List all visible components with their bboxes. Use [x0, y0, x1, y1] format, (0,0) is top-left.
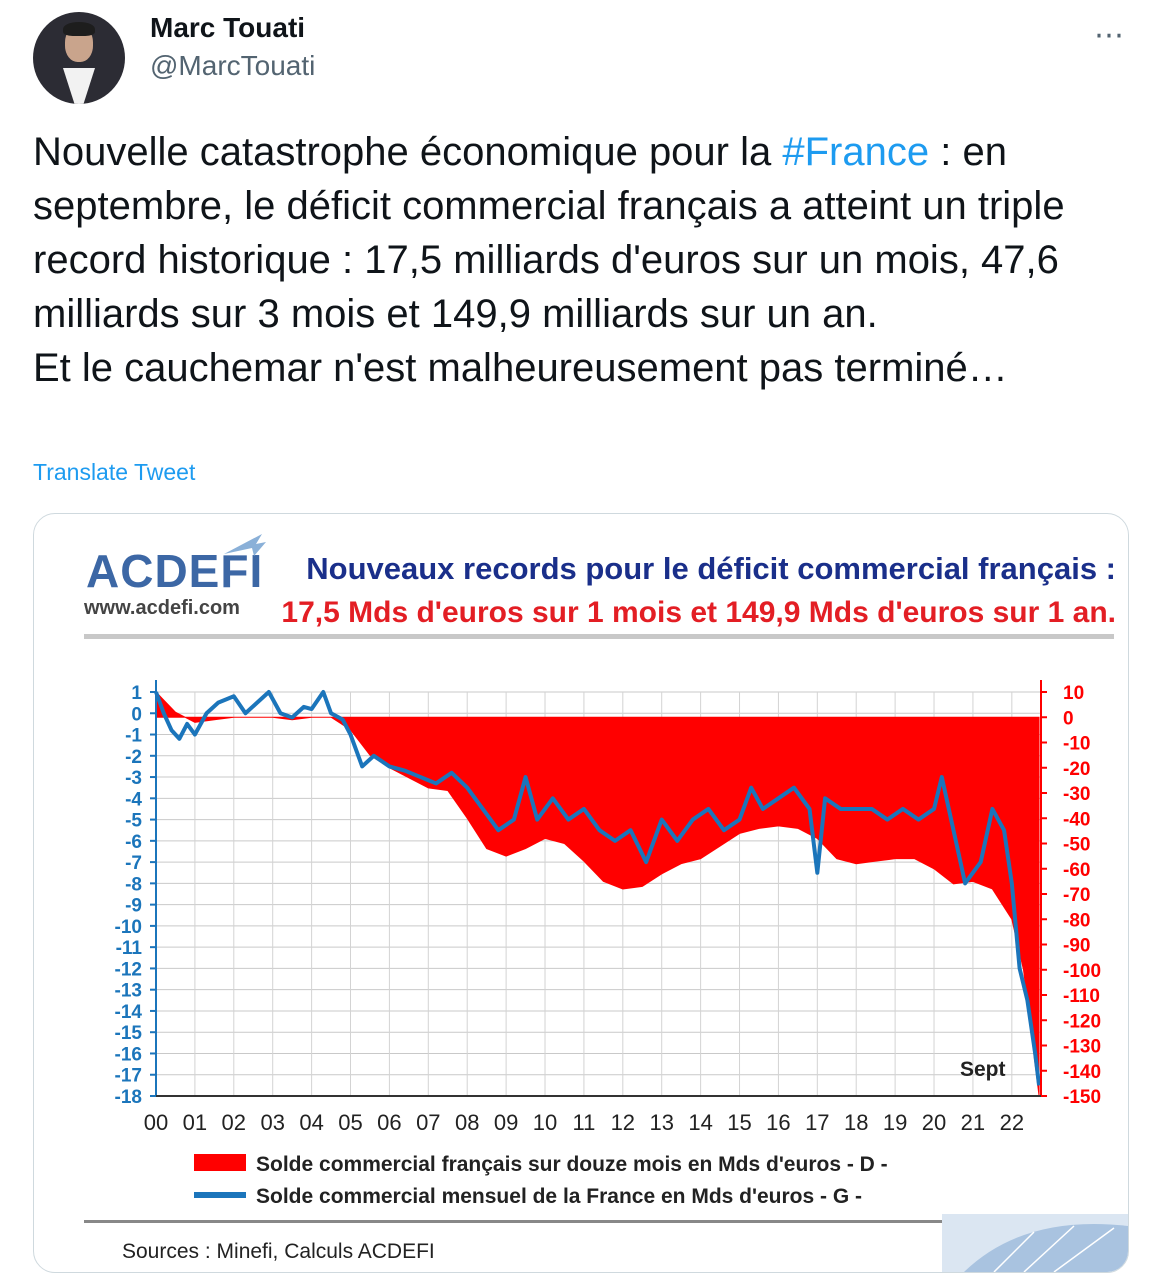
right-tick-label: 10: [1063, 683, 1085, 704]
x-axis-ticks: [144, 1110, 1024, 1135]
chart-subtitle: 17,5 Mds d'euros sur 1 mois et 149,9 Mds d'euros sur 1 an.: [281, 596, 1116, 629]
x-tick-label: 18: [843, 1110, 869, 1135]
legend-swatch-line: [194, 1192, 246, 1198]
right-tick-label: -90: [1063, 935, 1091, 957]
series-area-12m: [156, 692, 1039, 1096]
right-tick-label: 0: [1063, 708, 1074, 730]
tweet-header: [0, 0, 1160, 110]
left-tick-label: -8: [125, 874, 142, 896]
legend-label-area: Solde commercial français sur douze mois en Mds d'euros - D -: [256, 1153, 888, 1176]
left-tick-label: -16: [114, 1044, 142, 1066]
tweet-text-line2: Et le cauchemar n'est malheureusement pas terminé…: [33, 346, 1008, 390]
x-tick-label: 17: [805, 1110, 830, 1135]
x-tick-label: 21: [960, 1110, 986, 1135]
x-tick-label: 02: [221, 1110, 247, 1135]
x-tick-label: 08: [454, 1110, 480, 1135]
chart-svg: [34, 514, 1128, 1272]
right-tick-label: -50: [1063, 834, 1091, 856]
area-layer: [156, 692, 1039, 1096]
left-tick-label: 1: [131, 683, 142, 704]
x-tick-label: 01: [182, 1110, 208, 1135]
x-tick-label: 00: [143, 1110, 169, 1135]
x-tick-label: 09: [493, 1110, 519, 1135]
author-name[interactable]: Marc Touati: [150, 12, 306, 43]
left-tick-label: -3: [125, 768, 142, 790]
right-tick-label: -70: [1063, 885, 1091, 906]
tweet-text: [33, 125, 1133, 395]
avatar-shirt: [63, 68, 95, 104]
chart-title: Nouveaux records pour le déficit commercial français :: [306, 551, 1116, 586]
right-tick-label: -30: [1063, 784, 1091, 805]
x-tick-label: 07: [416, 1110, 441, 1135]
x-tick-label: 19: [882, 1110, 908, 1135]
acdefi-logo: [83, 534, 266, 619]
right-tick-label: -10: [1063, 733, 1091, 755]
left-tick-label: -9: [125, 895, 142, 917]
title-underline: [84, 634, 1114, 639]
tweet-text-after: : en septembre, le déficit commercial français a atteint un triple record historique : 17,5 milliards d'euros sur un mois, 47,6 milliards sur 3 mois et 149,9 milliards sur un an.: [33, 130, 1065, 336]
logo-url: www.acdefi.com: [84, 597, 240, 619]
right-tick-label: -40: [1063, 809, 1091, 831]
x-tick-label: 12: [610, 1110, 636, 1135]
left-tick-label: -6: [125, 831, 142, 853]
x-tick-label: 20: [921, 1110, 947, 1135]
legend: [194, 1153, 888, 1208]
left-tick-label: -7: [125, 853, 142, 875]
tweet-media-image[interactable]: [33, 513, 1129, 1273]
x-tick-label: 05: [338, 1110, 363, 1135]
author-handle[interactable]: @MarcTouati: [150, 50, 316, 81]
right-tick-label: -130: [1063, 1036, 1102, 1058]
left-tick-label: -2: [125, 746, 142, 768]
left-tick-label: -1: [125, 725, 142, 747]
x-tick-label: 04: [299, 1110, 324, 1135]
left-tick-label: -12: [114, 959, 142, 981]
right-tick-label: -20: [1063, 758, 1091, 780]
tweet-text-before: Nouvelle catastrophe économique pour la: [33, 130, 783, 174]
x-tick-label: 15: [727, 1110, 752, 1135]
right-tick-label: -120: [1063, 1011, 1102, 1033]
legend-swatch-area: [194, 1154, 246, 1171]
x-tick-label: 11: [572, 1110, 596, 1135]
hashtag-link[interactable]: #France: [782, 130, 930, 174]
left-tick-label: -5: [125, 810, 142, 832]
left-tick-label: -11: [115, 938, 142, 960]
left-tick-label: 0: [131, 704, 142, 726]
left-tick-label: -4: [125, 789, 142, 811]
x-tick-label: 13: [649, 1110, 674, 1135]
legend-label-line: Solde commercial mensuel de la France en Mds d'euros - G -: [256, 1185, 863, 1208]
avatar[interactable]: [33, 12, 125, 104]
x-tick-label: 03: [260, 1110, 285, 1135]
right-axis-ticks: [1041, 683, 1101, 1108]
right-tick-label: -60: [1063, 859, 1091, 881]
avatar-hair: [63, 22, 95, 36]
translate-tweet-link[interactable]: Translate Tweet: [33, 459, 196, 485]
left-tick-label: -18: [114, 1087, 142, 1108]
right-tick-label: -110: [1063, 986, 1100, 1007]
left-tick-label: -17: [114, 1065, 142, 1087]
x-tick-label: 16: [766, 1110, 791, 1135]
left-tick-label: -13: [114, 980, 142, 1002]
logo-text: ACDEFI: [86, 545, 264, 597]
globe-decoration: [942, 1214, 1128, 1272]
left-tick-label: -14: [114, 1001, 142, 1023]
x-tick-label: 10: [532, 1110, 558, 1135]
x-tick-label: 06: [377, 1110, 402, 1135]
x-tick-label: 22: [999, 1110, 1025, 1135]
right-tick-label: -80: [1063, 910, 1091, 932]
more-options-icon[interactable]: ⋯: [1094, 19, 1125, 52]
left-tick-label: -10: [114, 916, 142, 938]
x-tick-label: 14: [688, 1110, 713, 1135]
left-tick-label: -15: [114, 1023, 142, 1045]
right-tick-label: -150: [1063, 1087, 1102, 1108]
sept-annotation: Sept: [960, 1058, 1006, 1081]
right-tick-label: -100: [1063, 960, 1102, 982]
sources-text: Sources : Minefi, Calculs ACDEFI: [122, 1240, 435, 1263]
left-axis-ticks: [115, 683, 156, 1108]
right-tick-label: -140: [1063, 1061, 1102, 1083]
